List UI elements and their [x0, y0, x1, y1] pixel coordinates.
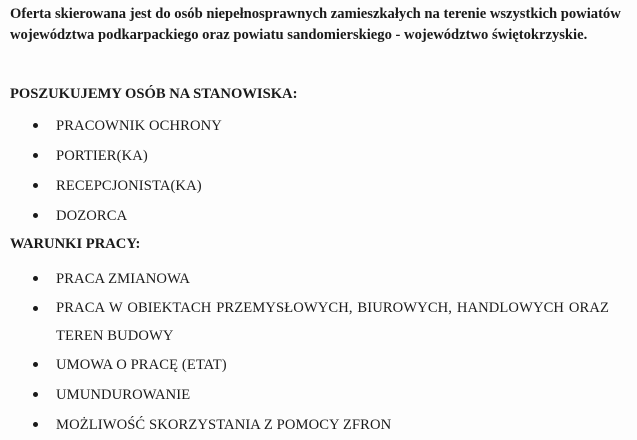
- list-item-label: UMUNDUROWANIE: [56, 387, 191, 403]
- list-item: [0, 294, 637, 350]
- intro-paragraph: Oferta skierowana jest do osób niepełnosprawnych zamieszkałych na terenie wszystkich powiatów województwa podkarpackiego oraz powiatu sandomierskiego - województwo świętokrzyskie.: [10, 6, 621, 43]
- list-item: [0, 141, 637, 171]
- bullet-icon: [33, 306, 38, 311]
- list-item-label: UMOWA O PRACĘ (ETAT): [56, 357, 227, 373]
- bullet-icon: [33, 362, 38, 367]
- list-item: [0, 350, 637, 380]
- list-item: [0, 171, 637, 201]
- conditions-list: [0, 264, 637, 440]
- list-item: [0, 201, 637, 231]
- list-item-label: DOZORCA: [56, 208, 128, 224]
- bullet-icon: [33, 422, 38, 427]
- list-item-label: PRACOWNIK OCHRONY: [56, 118, 222, 134]
- bullet-icon: [33, 153, 38, 158]
- list-item-label: PORTIER(KA): [56, 148, 148, 164]
- positions-list: [0, 111, 637, 231]
- bullet-icon: [33, 213, 38, 218]
- list-item-label: PRACA ZMIANOWA: [56, 271, 190, 287]
- positions-heading: POSZUKUJEMY OSÓB NA STANOWISKA:: [10, 86, 298, 102]
- bullet-icon: [33, 392, 38, 397]
- bullet-icon: [33, 123, 38, 128]
- list-item-label: PRACA W OBIEKTACH PRZEMYSŁOWYCH, BIUROWYCH, HANDLOWYCH ORAZ TEREN BUDOWY: [56, 300, 609, 344]
- list-item: [0, 410, 637, 440]
- conditions-heading: WARUNKI PRACY:: [10, 236, 141, 252]
- list-item: [0, 380, 637, 410]
- list-item: [0, 111, 637, 141]
- list-item: [0, 264, 637, 294]
- list-item-label: MOŻLIWOŚĆ SKORZYSTANIA Z POMOCY ZFRON: [56, 417, 392, 433]
- bullet-icon: [33, 276, 38, 281]
- bullet-icon: [33, 183, 38, 188]
- list-item-label: RECEPCJONISTA(KA): [56, 178, 202, 194]
